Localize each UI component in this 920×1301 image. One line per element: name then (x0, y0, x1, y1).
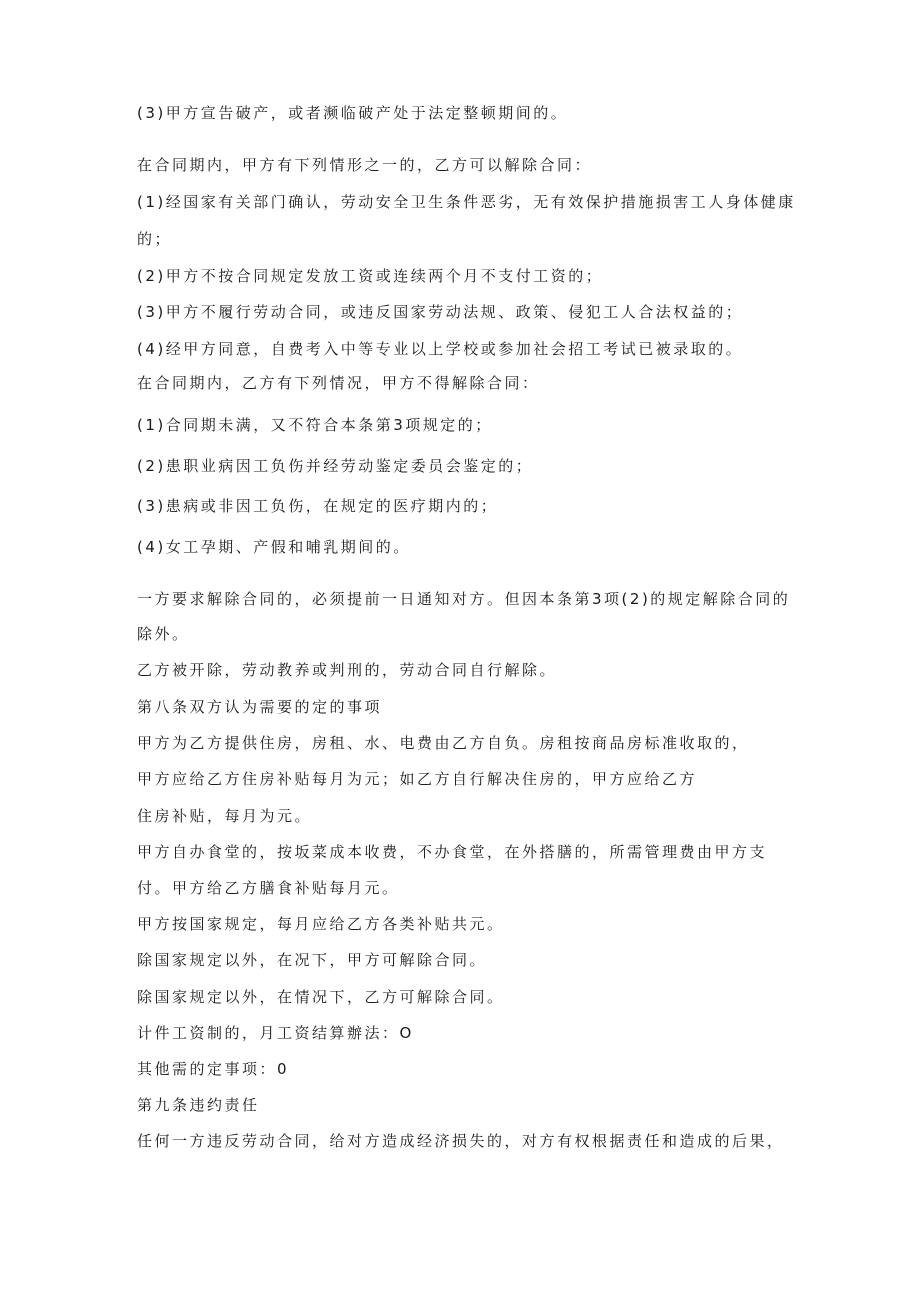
text-line: 任何一方违反劳动合同，给对方造成经济损失的，对方有权根据责任和造成的后果， (137, 1132, 785, 1150)
text-line: 其他需的定事项：0 (137, 1060, 290, 1078)
section-heading: 第九条违约责任 (137, 1096, 260, 1114)
text-line: 付。甲方给乙方膳食补贴每月元。 (137, 879, 400, 897)
text-line: 乙方被开除，劳动教养或判刑的，劳动合同自行解除。 (137, 661, 558, 679)
text-line: 在合同期内，乙方有下列情况，甲方不得解除合同： (137, 374, 540, 392)
text-line: (2)患职业病因工负伤并经劳动鉴定委员会鉴定的； (137, 457, 534, 475)
text-line: (2)甲方不按合同规定发放工资或连续两个月不支付工资的； (137, 267, 604, 285)
text-line: 一方要求解除合同的，必须提前一日通知对方。但因本条第3项(2)的规定解除合同的 (137, 590, 791, 608)
text-line: (4)经甲方同意，自费考入中等专业以上学校或参加社会招工考试已被录取的。 (137, 340, 744, 358)
text-line: 甲方按国家规定，每月应给乙方各类补贴共元。 (137, 915, 505, 933)
text-line: 住房补贴，每月为元。 (137, 807, 313, 825)
text-line: 计件工资制的，月工资结算辦法：O (137, 1024, 414, 1042)
text-line: 甲方应给乙方住房补贴每月为元；如乙方自行解决住房的，甲方应给乙方 (137, 770, 698, 788)
text-line: 除国家规定以外，在况下，甲方可解除合同。 (137, 951, 488, 969)
text-line: 除国家规定以外，在情况下，乙方可解除合同。 (137, 988, 505, 1006)
text-line: (4)女工孕期、产假和哺乳期间的。 (137, 538, 411, 556)
text-line: (1)合同期未满，又不符合本条第3项规定的； (137, 416, 493, 434)
text-line: 甲方为乙方提供住房，房租、水、电费由乙方自负。房租按商品房标准收取的， (137, 734, 750, 752)
text-line: 的； (137, 230, 173, 248)
text-line: (3)甲方宣告破产，或者濒临破产处于法定整顿期间的。 (137, 104, 569, 122)
text-line: 在合同期内，甲方有下列情形之一的，乙方可以解除合同： (137, 156, 593, 174)
section-heading: 第八条双方认为需要的定的事项 (137, 698, 383, 716)
text-line: (3)甲方不履行劳动合同，或违反国家劳动法规、政策、侵犯工人合法权益的； (137, 303, 744, 321)
text-line: (1)经国家有关部门确认，劳动安全卫生条件恶劣，无有效保护措施损害工人身体健康 (137, 193, 796, 211)
text-line: 甲方自办食堂的，按坂菜成本收费，不办食堂，在外搭膳的，所需管理费由甲方支 (137, 843, 768, 861)
text-line: 除外。 (137, 625, 190, 643)
text-line: (3)患病或非因工负伤，在规定的医疗期内的； (137, 497, 499, 515)
